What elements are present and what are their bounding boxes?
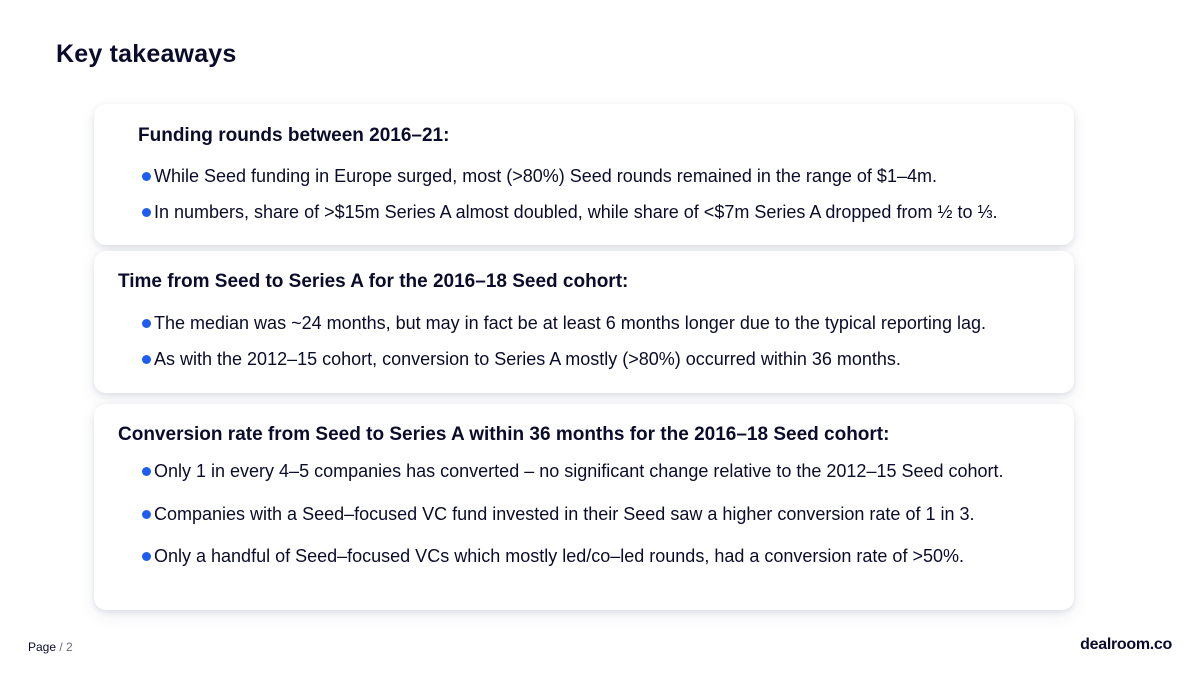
list-item-text: In numbers, share of >$15m Series A almost doubled, while share of <$7m Series A dropped from ½ to ⅓. xyxy=(154,202,998,222)
list-item xyxy=(142,461,1004,482)
card-heading: Funding rounds between 2016–21: xyxy=(138,125,450,146)
bullet-dot-icon xyxy=(142,208,151,217)
takeaway-card-time-to-series-a xyxy=(94,251,1074,393)
card-heading: Conversion rate from Seed to Series A within 36 months for the 2016–18 Seed cohort: xyxy=(118,424,890,445)
list-item-text: Only 1 in every 4–5 companies has converted – no significant change relative to the 2012–15 Seed cohort. xyxy=(154,461,1004,481)
list-item-text: Companies with a Seed–focused VC fund invested in their Seed saw a higher conversion rate of 1 in 3. xyxy=(154,504,975,524)
bullet-dot-icon xyxy=(142,552,151,561)
list-item-text: While Seed funding in Europe surged, most (>80%) Seed rounds remained in the range of $1–4m. xyxy=(154,166,937,186)
page-label: Page xyxy=(28,640,57,654)
bullet-dot-icon xyxy=(142,319,151,328)
list-item xyxy=(142,349,901,370)
list-item xyxy=(142,504,975,525)
list-item xyxy=(142,313,986,334)
list-item xyxy=(142,166,937,187)
list-item-text: The median was ~24 months, but may in fact be at least 6 months longer due to the typical reporting lag. xyxy=(154,313,986,333)
takeaway-card-conversion-rate xyxy=(94,404,1074,610)
list-item-text: As with the 2012–15 cohort, conversion to Series A mostly (>80%) occurred within 36 months. xyxy=(154,349,901,369)
page-title: Key takeaways xyxy=(56,40,237,68)
page-number: / 2 xyxy=(59,640,73,654)
list-item xyxy=(142,202,997,223)
list-item xyxy=(142,546,964,567)
bullet-dot-icon xyxy=(142,355,151,364)
brand-logo: dealroom.co xyxy=(1080,636,1172,653)
bullet-dot-icon xyxy=(142,510,151,519)
takeaway-card-funding-rounds xyxy=(94,104,1074,245)
bullet-dot-icon xyxy=(142,467,151,476)
bullet-dot-icon xyxy=(142,172,151,181)
list-item-text: Only a handful of Seed–focused VCs which mostly led/co–led rounds, had a conversion rate of >50%. xyxy=(154,546,964,566)
page-indicator xyxy=(28,640,73,654)
card-heading: Time from Seed to Series A for the 2016–18 Seed cohort: xyxy=(118,271,629,292)
